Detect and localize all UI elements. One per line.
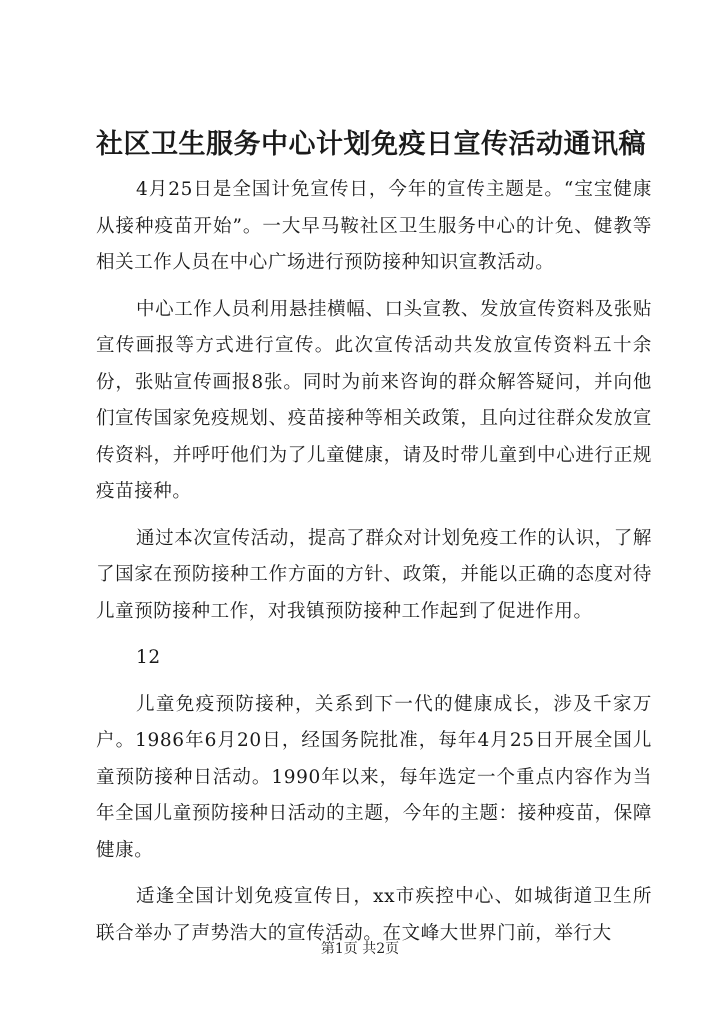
paragraph-3: 通过本次宣传活动，提高了群众对计划免疫工作的认识，了解了国家在预防接种工作方面的方针、政策，并能以正确的态度对待儿童预防接种工作，对我镇预防接种工作起到了促进作用。 <box>96 527 652 622</box>
document-title: 社区卫生服务中心计划免疫日宣传活动通讯稿 <box>96 129 646 160</box>
paragraph-2: 中心工作人员利用悬挂横幅、口头宣教、发放宣传资料及张贴宣传画报等方式进行宣传。此次宣传活动共发放宣传资料五十余份，张贴宣传画报8张。同时为前来咨询的群众解答疑问，并向他们宣传国家免疫规划、疫苗接种等相关政策，且向过往群众发放宣传资料，并呼吁他们为了儿童健康，请及时带儿童到中心进行正规疫苗接种。 <box>96 298 652 502</box>
paragraph-4: 12 <box>136 647 161 668</box>
paragraph-1: 4月25日是全国计免宣传日，今年的宣传主题是。“宝宝健康从接种疫苗开始”。一大早马鞍社区卫生服务中心的计免、健教等相关工作人员在中心广场进行预防接种知识宣教活动。 <box>96 179 652 273</box>
page-footer: 第1页 共2页 <box>320 941 400 957</box>
paragraph-6: 适逢全国计划免疫宣传日，xx市疾控中心、如城街道卫生所联合举办了声势浩大的宣传活动。在文峰大世界门前，举行大 <box>96 886 652 944</box>
document-body <box>96 172 652 962</box>
paragraph-5: 儿童免疫预防接种，关系到下一代的健康成长，涉及千家万户。1986年6月20日，经国务院批准，每年4月25日开展全国儿童预防接种日活动。1990年以来，每年选定一个重点内容作为当年全国儿童预防接种日活动的主题，今年的主题：接种疫苗，保障健康。 <box>96 693 652 861</box>
